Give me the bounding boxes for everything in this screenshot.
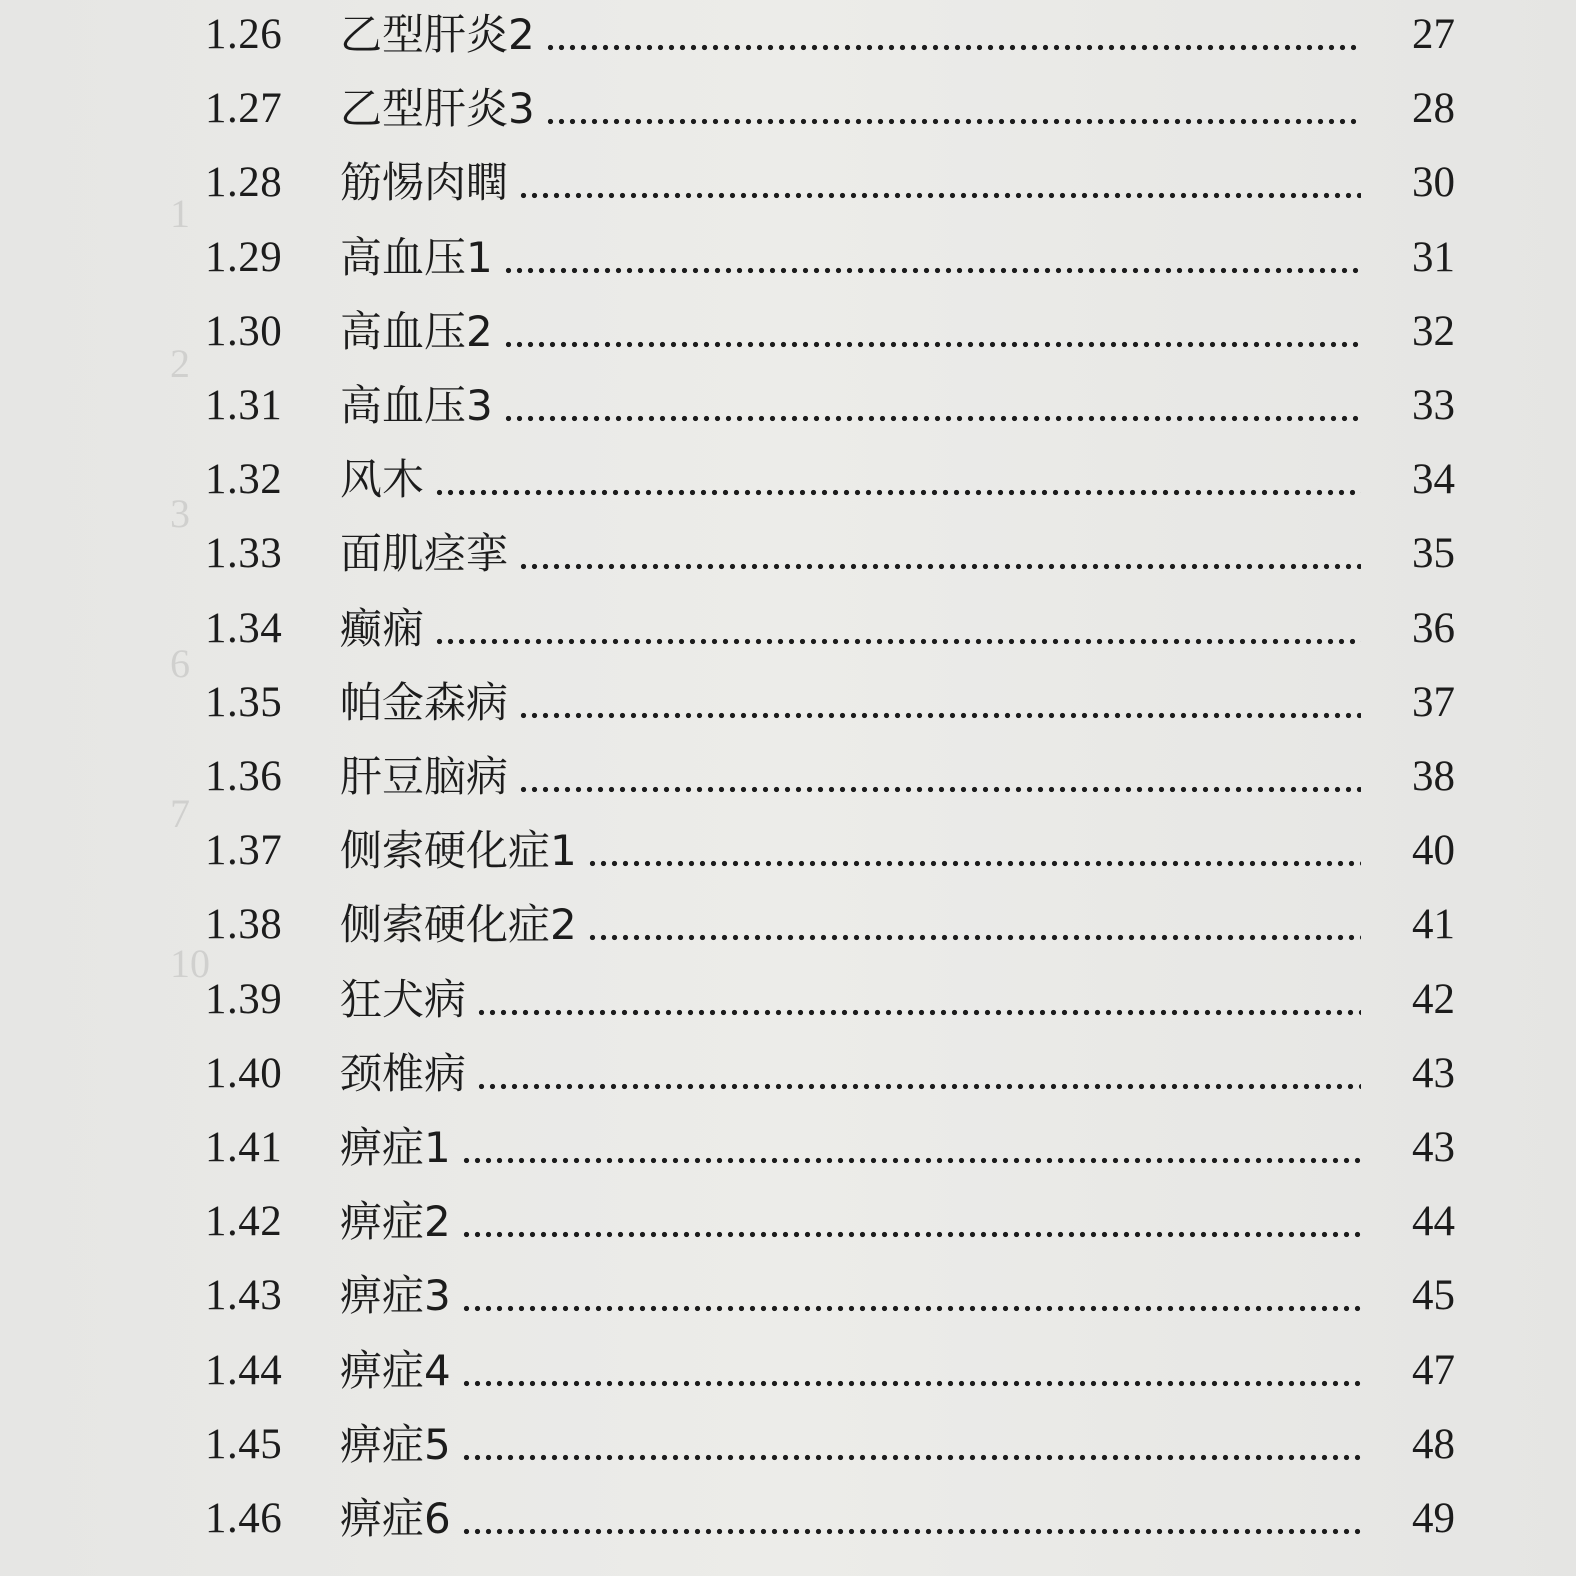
toc-entry-number: 1.40 [205,1049,283,1097]
toc-entry[interactable] [205,221,1455,295]
toc-entry-number: 1.42 [205,1198,283,1246]
toc-entry-page-number: 35 [1412,530,1455,578]
toc-entry-number: 1.35 [205,678,283,726]
toc-entry-number: 1.30 [205,307,283,355]
dot-leader [545,0,1361,72]
toc-entry-title: 癫痫 [340,603,425,653]
toc-entry-title: 高血压2 [340,306,493,356]
toc-entry-page-number: 41 [1412,901,1455,949]
dot-leader [461,1408,1361,1482]
toc-entry[interactable] [205,963,1455,1037]
toc-entry-number: 1.27 [205,85,283,133]
toc-entry-title: 痹症3 [340,1271,451,1321]
toc-entry[interactable] [205,1259,1455,1333]
bleed-through-text: 3 [170,491,190,536]
toc-entry-title: 面肌痉挛 [340,529,509,579]
toc-entry-title: 侧索硬化症1 [340,826,577,876]
toc-entry[interactable] [205,72,1455,146]
toc-entry-number: 1.33 [205,530,283,578]
toc-entry-number: 1.36 [205,753,283,800]
toc-entry-number: 1.46 [205,1495,283,1542]
toc-entry-page-number: 34 [1412,456,1455,504]
toc-entry[interactable] [205,146,1455,220]
toc-entry-page-number: 44 [1412,1198,1455,1246]
dot-leader [476,1037,1361,1111]
dot-leader [545,72,1361,146]
toc-entry-title: 痹症5 [340,1419,451,1469]
dot-leader [503,221,1361,295]
toc-entry[interactable] [205,0,1455,72]
toc-entry-page-number: 38 [1412,753,1455,800]
bleed-through-text: 6 [170,641,190,686]
dot-leader [503,295,1361,369]
bleed-through-text: 1 [170,191,190,236]
dot-leader [461,1259,1361,1333]
toc-entry-page-number: 43 [1412,1124,1455,1171]
toc-entry-page-number: 45 [1412,1272,1455,1320]
toc-entry-page-number: 36 [1412,604,1455,652]
toc-entry-title: 乙型肝炎2 [340,10,535,59]
toc-entry-title: 痹症4 [340,1345,451,1395]
toc-entry-number: 1.31 [205,382,283,429]
toc-entry-number: 1.38 [205,901,283,949]
dot-leader [518,666,1361,740]
bleed-through-text: 2 [170,341,190,386]
toc-entry-title: 侧索硬化症2 [340,900,577,950]
dot-leader [461,1482,1361,1556]
toc-entry[interactable] [205,369,1455,443]
dot-leader [434,443,1361,517]
toc-entry[interactable] [205,295,1455,369]
toc-entry[interactable] [205,1185,1455,1259]
toc-entry-page-number: 40 [1412,827,1455,875]
toc-entry-title: 高血压1 [340,232,493,282]
toc-entry-title: 痹症2 [340,1197,451,1247]
toc-entry[interactable] [205,1037,1455,1111]
toc-entry-page-number: 47 [1412,1346,1455,1394]
toc-entry-page-number: 30 [1412,159,1455,207]
toc-entry-number: 1.43 [205,1272,283,1320]
dot-leader [476,963,1361,1037]
toc-entry[interactable] [205,740,1455,814]
dot-leader [518,740,1361,814]
toc-entry[interactable] [205,1408,1455,1482]
toc-entry[interactable] [205,888,1455,962]
toc-entry-title: 颈椎病 [340,1048,467,1098]
toc-entry-page-number: 48 [1412,1420,1455,1468]
toc-entry-page-number: 28 [1412,85,1455,133]
toc-entry[interactable] [205,666,1455,740]
toc-entry-title: 痹症1 [340,1123,451,1172]
toc-entry[interactable] [205,814,1455,888]
toc-entry-page-number: 27 [1412,11,1455,58]
toc-entry-number: 1.28 [205,159,283,207]
dot-leader [503,369,1361,443]
toc-entry[interactable] [205,443,1455,517]
toc-entry[interactable] [205,1482,1455,1556]
toc-entry-number: 1.41 [205,1124,283,1171]
dot-leader [587,814,1361,888]
toc-entry-number: 1.26 [205,11,283,58]
toc-entry-page-number: 31 [1412,233,1455,281]
dot-leader [461,1185,1361,1259]
dot-leader [461,1334,1361,1408]
toc-entry-title: 帕金森病 [340,677,509,727]
dot-leader [587,888,1361,962]
toc-entry-number: 1.44 [205,1346,283,1394]
toc-entry-number: 1.34 [205,604,283,652]
toc-entry-number: 1.32 [205,456,283,504]
toc-entry-number: 1.37 [205,827,283,875]
toc-entry-title: 乙型肝炎3 [340,84,535,134]
bleed-through-text: 7 [170,791,190,836]
toc-entry-title: 痹症6 [340,1494,451,1543]
toc-entry[interactable] [205,1334,1455,1408]
toc-entry-page-number: 32 [1412,307,1455,355]
dot-leader [434,592,1361,666]
toc-entry-title: 狂犬病 [340,974,467,1024]
dot-leader [461,1111,1361,1185]
toc-entry[interactable] [205,1111,1455,1185]
toc-entry-page-number: 43 [1412,1049,1455,1097]
toc-entry-number: 1.29 [205,233,283,281]
toc-entry[interactable] [205,592,1455,666]
toc-entry-title: 高血压3 [340,381,493,430]
toc-entry[interactable] [205,517,1455,591]
toc-entry-page-number: 37 [1412,678,1455,726]
toc-entry-page-number: 42 [1412,975,1455,1023]
toc-entry-title: 筋惕肉瞤 [340,158,509,208]
toc-entry-page-number: 49 [1412,1495,1455,1542]
toc-entry-page-number: 33 [1412,382,1455,429]
toc-entry-title: 风木 [340,455,425,505]
dot-leader [518,146,1361,220]
bleed-through-text: 10 [170,941,210,986]
toc-entry-number: 1.45 [205,1420,283,1468]
dot-leader [518,517,1361,591]
toc-entry-title: 肝豆脑病 [340,752,509,801]
toc-entry-number: 1.39 [205,975,283,1023]
